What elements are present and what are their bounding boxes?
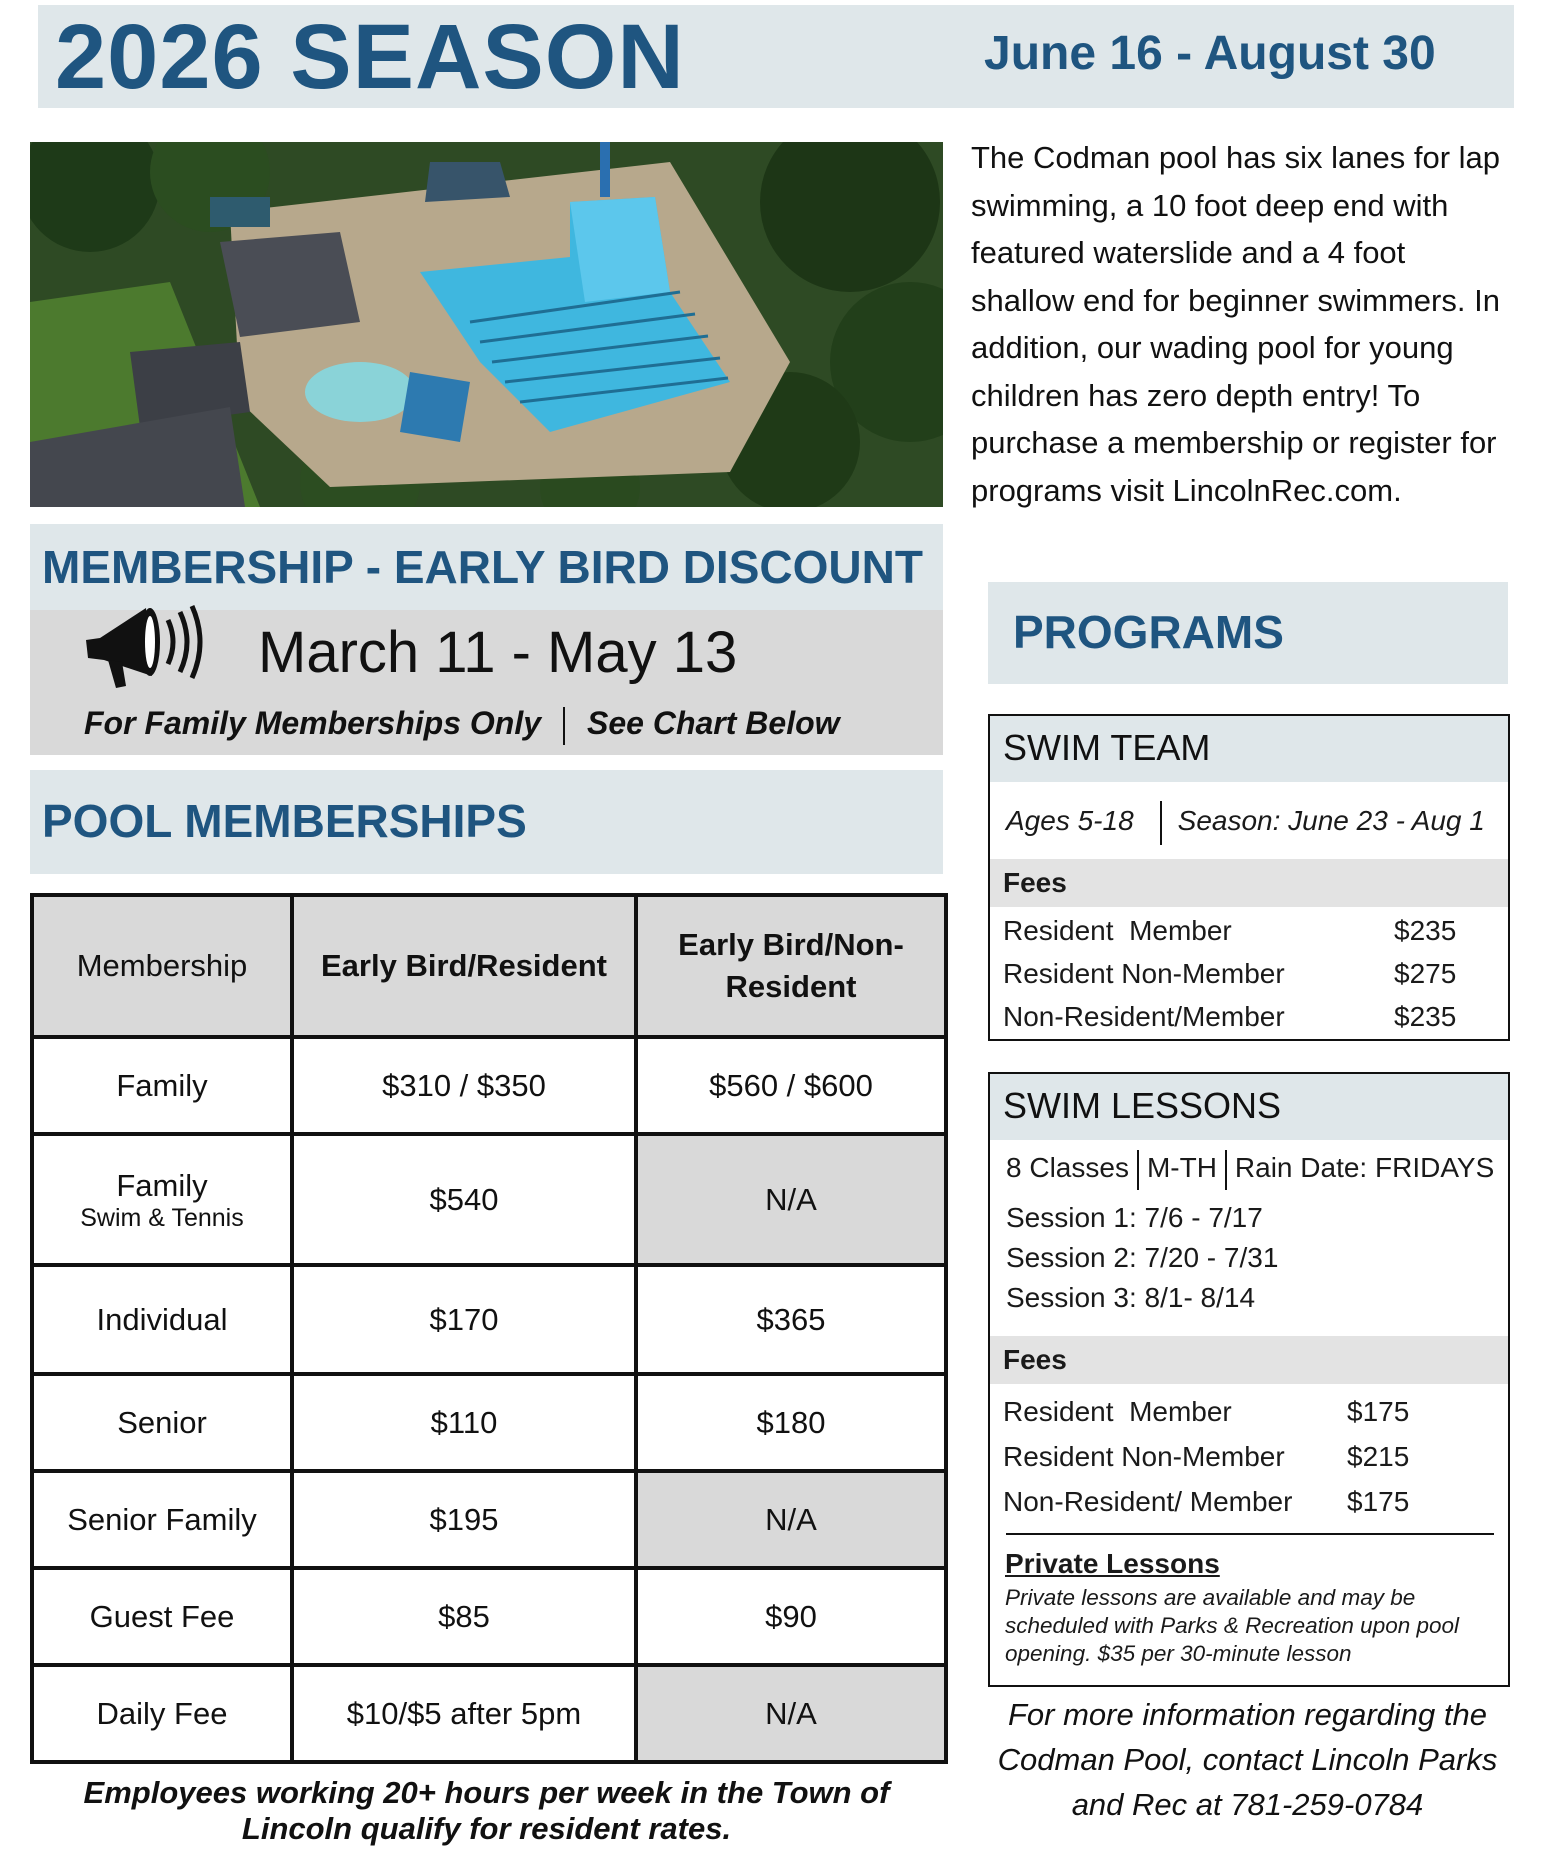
row-non-resident: $560 / $600 (636, 1037, 946, 1134)
row-non-resident: $90 (636, 1568, 946, 1665)
lessons-session: Session 1: 7/6 - 7/17 (1006, 1202, 1263, 1233)
note-separator (563, 707, 565, 745)
row-non-resident: N/A (636, 1665, 946, 1762)
table-row (32, 1568, 946, 1665)
row-resident: $110 (292, 1374, 636, 1471)
fee-row (990, 952, 1508, 995)
swim-lessons-title: SWIM LESSONS (990, 1074, 1508, 1140)
fee-row (990, 995, 1508, 1038)
row-resident: $310 / $350 (292, 1037, 636, 1134)
table-row (32, 1134, 946, 1265)
lessons-session: Session 3: 8/1- 8/14 (1006, 1282, 1256, 1313)
swim-lessons-fees-label: Fees (990, 1336, 1508, 1384)
meta-separator (1137, 1150, 1139, 1190)
early-bird-note-left: For Family Memberships Only (84, 705, 541, 741)
lessons-divider (1006, 1533, 1494, 1535)
lessons-classes: 8 Classes (1006, 1152, 1129, 1183)
header-early-bird-non-resident-label: Early Bird/Non-Resident (678, 927, 904, 1004)
fee-label: Resident Member (1003, 915, 1232, 946)
early-bird-title: MEMBERSHIP - EARLY BIRD DISCOUNT (42, 541, 923, 593)
private-lessons-text: Private lessons are available and may be scheduled with Parks & Recreation upon pool opening. $35 per 30-minute lesson (1005, 1585, 1460, 1666)
fee-row (990, 909, 1508, 952)
row-name: Guest Fee (32, 1568, 292, 1665)
fee-label: Non-Resident/Member (1003, 1001, 1285, 1032)
swim-team-ages: Ages 5-18 (1006, 805, 1134, 836)
lessons-rain-date: Rain Date: FRIDAYS (1234, 1152, 1495, 1183)
fee-amount: $235 (1394, 1001, 1457, 1032)
table-row (32, 1471, 946, 1568)
row-non-resident: $365 (636, 1265, 946, 1374)
fee-row (990, 1479, 1508, 1524)
table-row (32, 1665, 946, 1762)
fee-amount: $235 (1394, 915, 1457, 946)
membership-table (30, 893, 948, 1764)
lessons-schedule (1006, 1148, 1508, 1198)
fee-label: Resident Member (1003, 1396, 1232, 1427)
pool-aerial-photo (30, 142, 943, 507)
row-name: Senior (32, 1374, 292, 1471)
fee-amount: $275 (1394, 958, 1457, 989)
early-bird-dates: March 11 - May 13 (258, 620, 738, 685)
row-resident: $540 (292, 1134, 636, 1265)
header-early-bird-resident: Early Bird/Resident (292, 895, 636, 1037)
row-name-sub: Swim & Tennis (80, 1203, 244, 1232)
swim-team-season: Season: June 23 - Aug 1 (1177, 805, 1485, 836)
header-early-bird-non-resident (636, 895, 946, 1037)
programs-title: PROGRAMS (1013, 606, 1284, 658)
fee-amount: $215 (1347, 1441, 1410, 1472)
fee-row (990, 1389, 1508, 1434)
row-name (32, 1134, 292, 1265)
swim-team-meta (990, 782, 1508, 859)
pool-memberships-title: POOL MEMBERSHIPS (42, 795, 527, 847)
row-resident: $85 (292, 1568, 636, 1665)
season-dates: June 16 - August 30 (984, 27, 1436, 80)
table-row (32, 1037, 946, 1134)
row-name: Individual (32, 1265, 292, 1374)
swim-lessons-box (988, 1072, 1510, 1687)
row-resident: $10/$5 after 5pm (292, 1665, 636, 1762)
swim-team-title: SWIM TEAM (990, 716, 1508, 782)
row-name: Family (32, 1037, 292, 1134)
season-title: 2026 SEASON (55, 6, 685, 108)
early-bird-note (84, 702, 840, 745)
swim-lessons-meta (990, 1140, 1508, 1336)
row-name: Daily Fee (32, 1665, 292, 1762)
early-bird-note-right: See Chart Below (587, 705, 840, 741)
fee-row (990, 1434, 1508, 1479)
row-name: Senior Family (32, 1471, 292, 1568)
swim-team-box (988, 714, 1510, 1041)
table-header-row (32, 895, 946, 1037)
table-row (32, 1374, 946, 1471)
lessons-session: Session 2: 7/20 - 7/31 (1006, 1242, 1279, 1273)
meta-separator (1225, 1150, 1227, 1190)
header-membership: Membership (32, 895, 292, 1037)
fee-label: Resident Non-Member (1003, 1441, 1285, 1472)
swim-team-fees-label: Fees (990, 859, 1508, 907)
table-row (32, 1265, 946, 1374)
lessons-days: M-TH (1146, 1152, 1217, 1183)
megaphone-icon (82, 598, 207, 693)
employee-note: Employees working 20+ hours per week in the Town of Lincoln qualify for resident rates. (83, 1775, 890, 1846)
row-non-resident: N/A (636, 1471, 946, 1568)
fee-label: Resident Non-Member (1003, 958, 1285, 989)
fee-amount: $175 (1347, 1396, 1410, 1427)
fee-label: Non-Resident/ Member (1003, 1486, 1293, 1517)
row-resident: $195 (292, 1471, 636, 1568)
intro-paragraph: The Codman pool has six lanes for lap swimming, a 10 foot deep end with featured waterslide and a 4 foot shallow end for beginner swimmers. In addition, our wading pool for young children has zero depth entry! To purchase a membership or register for programs visit LincolnRec.com. (971, 140, 1501, 508)
row-non-resident: $180 (636, 1374, 946, 1471)
private-lessons-title: Private Lessons (1005, 1548, 1220, 1579)
fee-amount: $175 (1347, 1486, 1410, 1517)
row-resident: $170 (292, 1265, 636, 1374)
row-name-label: Family (116, 1167, 208, 1203)
meta-separator (1160, 801, 1162, 845)
contact-note: For more information regarding the Codman Pool, contact Lincoln Parks and Rec at 781-259-0784 (997, 1697, 1498, 1822)
row-non-resident: N/A (636, 1134, 946, 1265)
